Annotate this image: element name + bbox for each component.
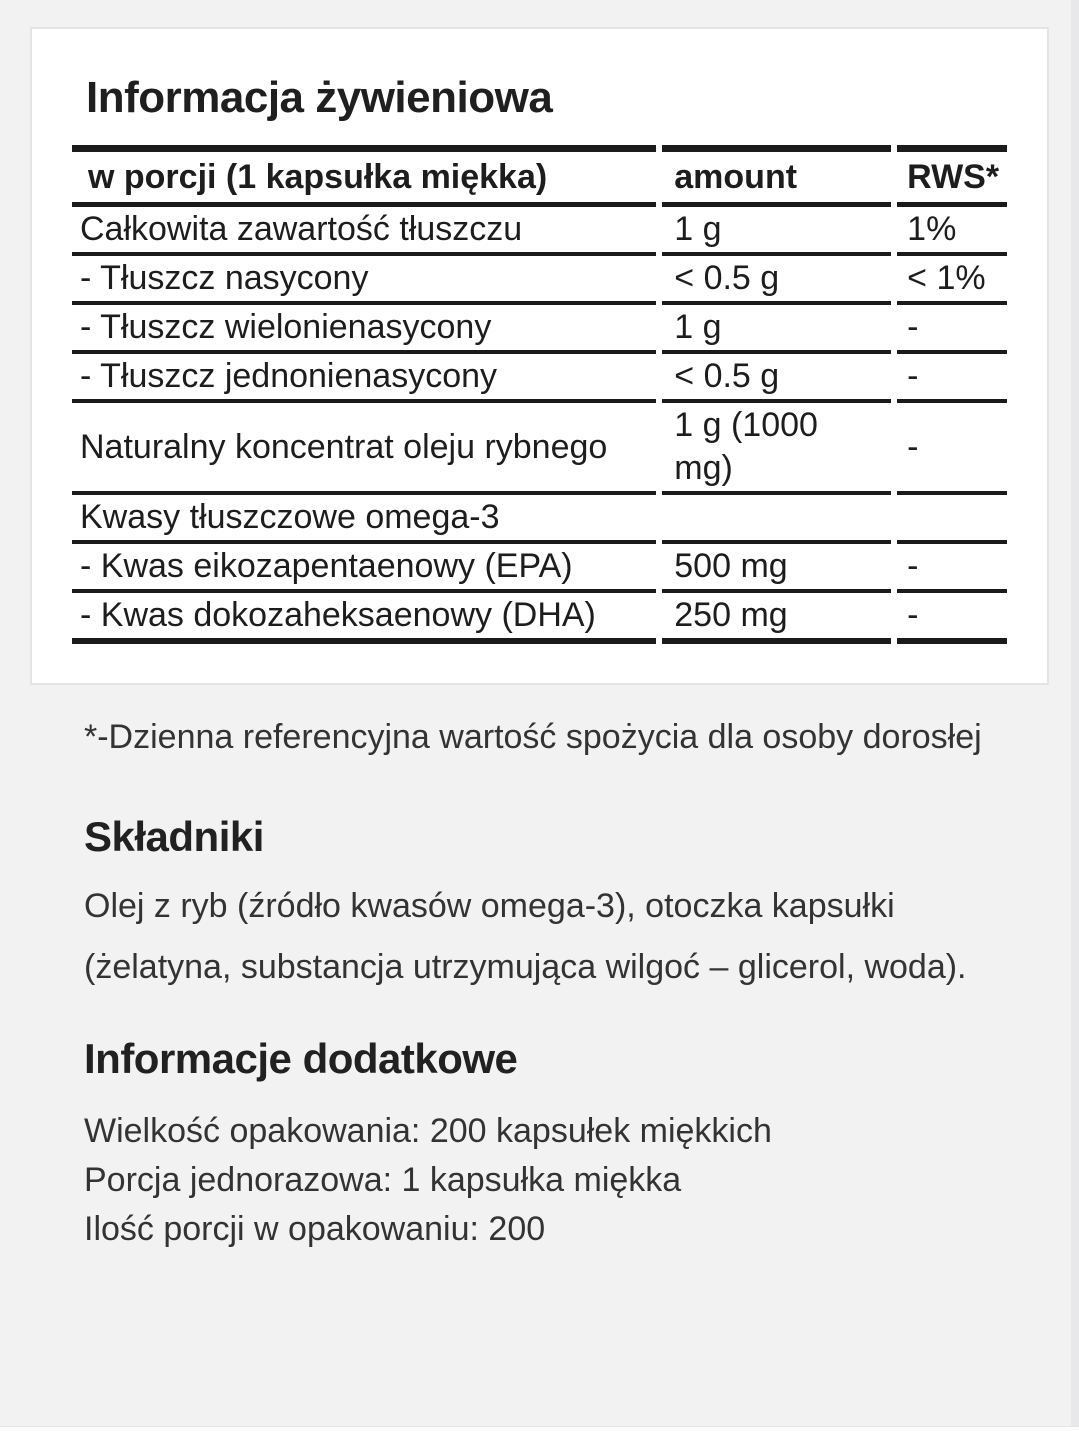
- nutrition-table-header: [72, 145, 1007, 207]
- page-right-edge-strip: [1071, 0, 1079, 1431]
- ingredients-heading: Składniki: [84, 813, 264, 861]
- column-header-rws: RWS*: [897, 145, 1007, 207]
- additional-info-lines: [84, 1107, 1002, 1255]
- nutrient-rws: -: [897, 354, 1007, 403]
- nutrient-label: Całkowita zawartość tłuszczu: [72, 207, 656, 256]
- nutrient-rws: < 1%: [897, 256, 1007, 305]
- nutrient-amount: 1 g (1000 mg): [662, 403, 891, 495]
- info-line: Ilość porcji w opakowaniu: 200: [84, 1210, 546, 1249]
- rws-footnote: *-Dzienna referencyjna wartość spożycia dla osoby dorosłej: [84, 718, 982, 756]
- nutrient-label: - Kwas eikozapentaenowy (EPA): [72, 544, 656, 593]
- nutrient-amount: 500 mg: [662, 544, 891, 593]
- nutrient-amount: 1 g: [662, 305, 891, 354]
- column-header-amount: amount: [662, 145, 891, 207]
- nutrition-table-body: [72, 207, 1007, 644]
- nutrient-rws: -: [897, 403, 1007, 495]
- details-section: [84, 707, 1002, 1254]
- info-line: Wielkość opakowania: 200 kapsułek miękkich: [84, 1111, 772, 1150]
- table-row: [72, 495, 1007, 544]
- nutrient-rws: -: [897, 305, 1007, 354]
- nutrient-label: - Tłuszcz wielonienasycony: [72, 305, 656, 354]
- table-row: [72, 593, 1007, 644]
- header-row: [72, 145, 1007, 207]
- nutrient-rws: 1%: [897, 207, 1007, 256]
- table-row: [72, 403, 1007, 495]
- nutrient-rws: -: [897, 544, 1007, 593]
- table-row: [72, 305, 1007, 354]
- nutrient-label: - Tłuszcz jednonienasycony: [72, 354, 656, 403]
- nutrition-card-title: Informacja żywieniowa: [86, 73, 553, 122]
- next-section-edge: [0, 1426, 1079, 1431]
- nutrient-label: Naturalny koncentrat oleju rybnego: [72, 403, 656, 495]
- table-row: [72, 544, 1007, 593]
- nutrient-label: - Kwas dokozaheksaenowy (DHA): [72, 593, 656, 644]
- nutrient-amount: 1 g: [662, 207, 891, 256]
- nutrient-rws: [897, 495, 1007, 544]
- nutrient-amount: < 0.5 g: [662, 256, 891, 305]
- table-row: [72, 256, 1007, 305]
- nutrient-label: - Tłuszcz nasycony: [72, 256, 656, 305]
- table-row: [72, 207, 1007, 256]
- table-row: [72, 354, 1007, 403]
- nutrition-table: [66, 145, 1013, 644]
- ingredients-text: Olej z ryb (źródło kwasów omega-3), otoczka kapsułki (żelatyna, substancja utrzymująca wilgoć – glicerol, woda).: [84, 887, 967, 987]
- nutrient-amount: < 0.5 g: [662, 354, 891, 403]
- nutrition-facts-card: [30, 27, 1049, 685]
- nutrient-label: Kwasy tłuszczowe omega-3: [72, 495, 656, 544]
- nutrient-amount: [662, 495, 891, 544]
- nutrient-rws: -: [897, 593, 1007, 644]
- additional-info-heading: Informacje dodatkowe: [84, 1034, 518, 1082]
- column-header-serving: w porcji (1 kapsułka miękka): [72, 145, 656, 207]
- info-line: Porcja jednorazowa: 1 kapsułka miękka: [84, 1160, 682, 1199]
- nutrient-amount: 250 mg: [662, 593, 891, 644]
